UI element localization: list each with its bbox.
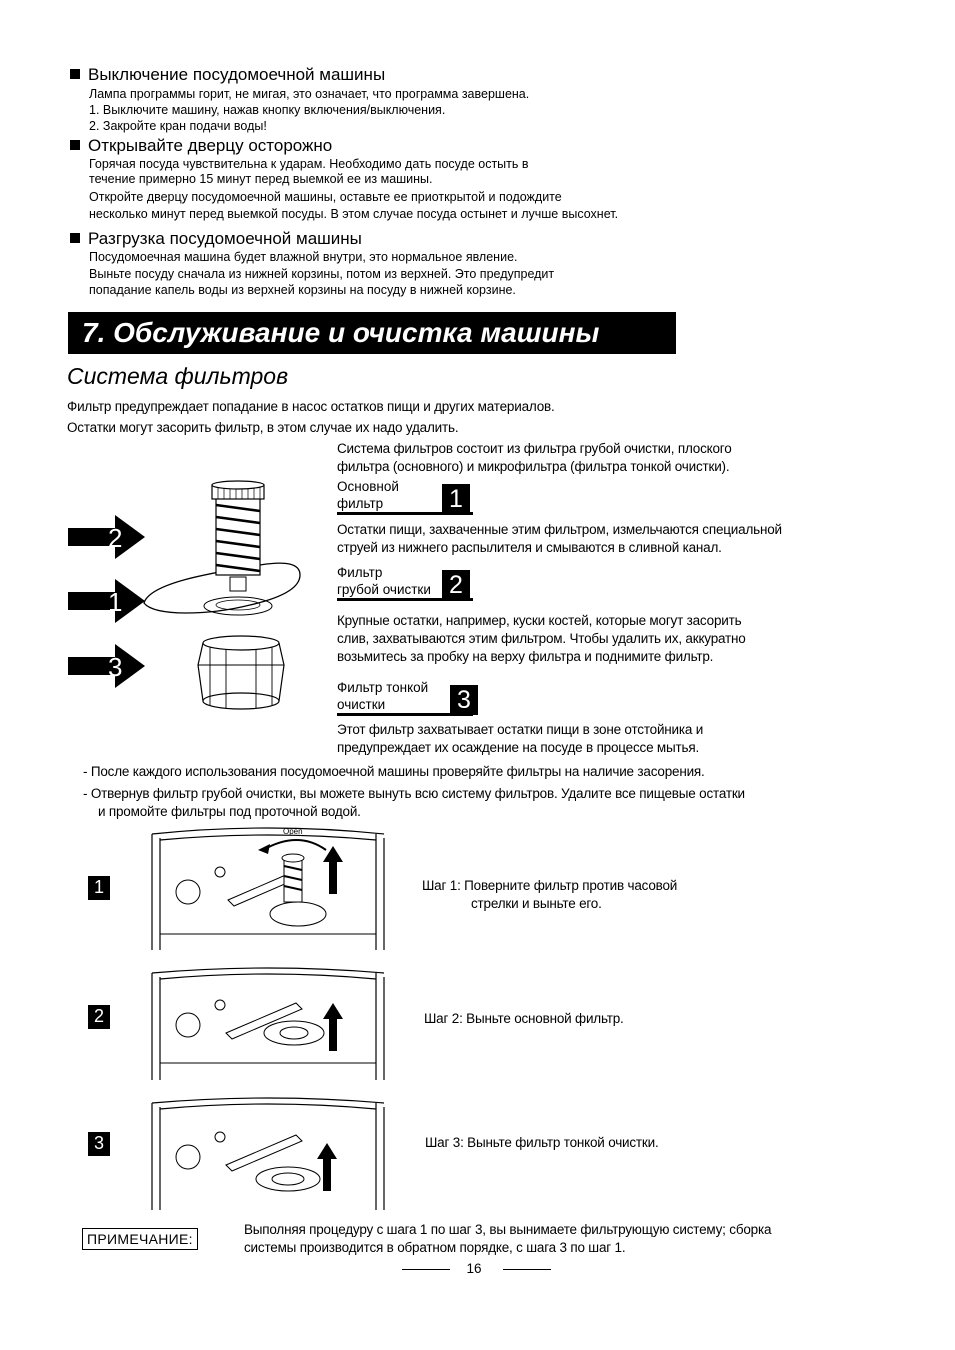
section-text-unloading: Посудомоечная машина будет влажной внутри, это нормальное явление. Выньте посуду сначала из нижней корзины, потом из верхней. Это предупредит попадание капель воды из верхней корзины на посуду в нижней корзине. [89, 250, 555, 297]
filter-1-number: 1 [442, 484, 470, 514]
filter-diagram [60, 465, 335, 730]
bullet-2-cont: и промойте фильтры под проточной водой. [98, 804, 361, 819]
page-number-rule-left [402, 1269, 450, 1270]
fine-filter [198, 636, 284, 709]
arrow-3 [68, 644, 145, 688]
step-2-text: Шаг 2: Выньте основной фильтр. [424, 1011, 624, 1026]
bullet-square [70, 69, 80, 79]
open-label: Open [283, 827, 303, 836]
section-heading-unloading: Разгрузка посудомоечной машины [70, 229, 362, 249]
page-number-rule-right [503, 1269, 551, 1270]
section-heading-switch-off: Выключение посудомоечной машины [70, 65, 385, 85]
filter-3-number: 3 [450, 685, 478, 715]
section-text-open-door: Горячая посуда чувствительна к ударам. Необходимо дать посуде остыть в течение примерно 15 минут перед выемкой ее из машины. Откройте дверцу посудомоечной машины, оставьте ее приоткрытой и подождите несколько минут перед выемкой посуды. В этом случае посуда остынет и лучше высохнет. [89, 157, 619, 221]
step-1-text: Шаг 1: Поверните фильтр против часовой стрелки и выньте его. [422, 878, 678, 911]
chapter-title: 7. Обслуживание и очистка машины [68, 312, 676, 354]
arrow-label-1: 1 [108, 587, 123, 617]
step-3-illustration [148, 1095, 388, 1213]
step-2-illustration [148, 965, 388, 1083]
subtitle: Система фильтров [67, 363, 289, 389]
section-text-switch-off: Лампа программы горит, не мигая, это означает, что программа завершена. 1. Выключите машину, нажав кнопку включения/выключения. 2. Закройте кран подачи воды! [89, 87, 530, 133]
section-heading-open-door: Открывайте дверцу осторожно [70, 136, 332, 156]
filter-1-description: Остатки пищи, захваченные этим фильтром, измельчаются специальной струей из нижнего распылителя и смываются в сливной канал. [337, 522, 782, 555]
page-number: 16 [466, 1261, 482, 1276]
note-label: ПРИМЕЧАНИЕ: [82, 1228, 198, 1250]
filter-2-label-block [337, 564, 473, 601]
bullet-square [70, 233, 80, 243]
bullet-square [70, 140, 80, 150]
filter-2-number: 2 [442, 570, 470, 600]
step-1-illustration [148, 822, 388, 952]
arrow-1 [68, 579, 145, 623]
note-text: Выполняя процедуру с шага 1 по шаг 3, вы вынимаете фильтрующую систему; сборка системы производится в обратном порядке, с шага 3 по шаг 1. [244, 1222, 772, 1255]
intro-text: Фильтр предупреждает попадание в насос остатков пищи и других материалов. Остатки могут засорить фильтр, в этом случае их надо удалить. [67, 399, 555, 435]
bullet-1: - После каждого использования посудомоечной машины проверяйте фильтры на наличие засорения. [83, 764, 705, 779]
arrow-label-3: 3 [108, 652, 123, 682]
coarse-filter [212, 481, 264, 591]
step-3-number: 3 [88, 1132, 110, 1156]
filter-3-label: Фильтр тонкой очистки 3 [337, 679, 473, 716]
arrow-label-2: 2 [108, 523, 123, 553]
system-description: Система фильтров состоит из фильтра грубой очистки, плоского фильтра (основного) и микрофильтра (фильтра тонкой очистки). [337, 441, 732, 474]
step-3-text: Шаг 3: Выньте фильтр тонкой очистки. [425, 1135, 659, 1150]
filter-2-description: Крупные остатки, например, куски костей, которые могут засорить слив, захватываются этим фильтром. Чтобы удалить их, аккуратно возьмитесь за пробку на верху фильтра и поднимите фильтр. [337, 613, 746, 664]
bullet-2: - Отвернув фильтр грубой очистки, вы можете вынуть всю систему фильтров. Удалите все пищевые остатки [83, 786, 745, 801]
filter-2-label: Фильтр грубой очистки 2 [337, 564, 473, 601]
arrow-2 [68, 515, 145, 559]
step-2-number: 2 [88, 1005, 110, 1029]
filter-3-description: Этот фильтр захватывает остатки пищи в зоне отстойника и предупреждает их осаждение на посуде в процессе мытья. [337, 722, 704, 755]
filter-1-label: Основной фильтр 1 [337, 478, 473, 515]
step-1-number: 1 [88, 876, 110, 900]
filter-3-label-block [337, 679, 473, 716]
filter-1-label-block [337, 478, 473, 515]
